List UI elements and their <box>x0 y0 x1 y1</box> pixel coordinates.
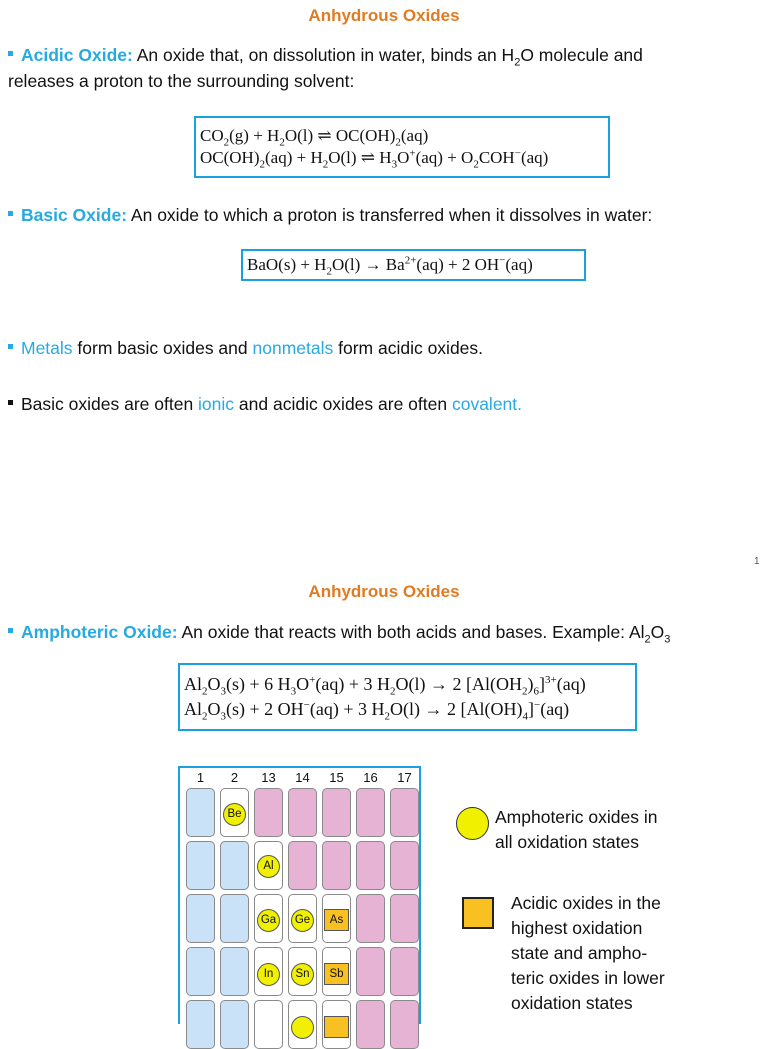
element-be: Be <box>223 803 246 826</box>
table-cell <box>186 788 215 837</box>
table-cell <box>220 947 249 996</box>
amphoteric-equation-box <box>178 663 637 731</box>
covalent-word: covalent. <box>451 394 523 414</box>
group-header: 2 <box>230 770 239 785</box>
table-cell <box>254 1000 283 1049</box>
legend-circle-icon <box>456 807 489 840</box>
metals-word: Metals <box>21 338 73 358</box>
basic-oxide-term: Basic Oxide: <box>21 205 128 225</box>
element-marker-partial <box>291 1016 314 1039</box>
group-header: 17 <box>397 770 412 785</box>
amphoteric-oxide-term: Amphoteric Oxide: <box>21 622 178 642</box>
bullet-icon <box>8 400 13 405</box>
element-ge: Ge <box>291 909 314 932</box>
table-cell <box>322 841 351 890</box>
acidic-equation-2: $OC(OH)_2(aq) + H_2O(l)$ ⇌ $H_3O^+(aq) + O_2COH^-(aq)$ <box>200 147 549 171</box>
element-in: In <box>257 963 280 986</box>
group-header: 1 <box>196 770 205 785</box>
group-header: 16 <box>363 770 378 785</box>
element-sn: Sn <box>291 963 314 986</box>
basic-equation-box <box>241 249 586 281</box>
table-cell <box>288 788 317 837</box>
amphoteric-oxide-definition: Amphoteric Oxide: An oxide that reacts with both acids and bases. Example: $Al_2O_3$ <box>8 619 764 645</box>
slide2-title: Anhydrous Oxides <box>308 582 460 601</box>
basic-equation: $BaO(s) + H_2O(l) \to Ba^{2+}(aq) + 2$ OH−(aq) <box>247 254 533 278</box>
element-marker-partial <box>324 1016 349 1038</box>
table-cell <box>390 841 419 890</box>
table-cell <box>356 894 385 943</box>
table-cell <box>356 788 385 837</box>
acidic-oxide-term: Acidic Oxide: <box>21 45 133 65</box>
acidic-def-text: An oxide that, on dissolution in water, binds an H <box>132 45 515 65</box>
acidic-def-text-2: O molecule and <box>520 45 643 65</box>
slide1-title: Anhydrous Oxides <box>308 6 460 25</box>
element-sb: Sb <box>324 963 349 985</box>
group-header: 13 <box>261 770 276 785</box>
table-cell <box>390 1000 419 1049</box>
table-cell <box>220 894 249 943</box>
legend-square-text: Acidic oxides in the highest oxidation state and ampho- teric oxides in lower oxidation states <box>511 893 665 1013</box>
table-cell <box>220 1000 249 1049</box>
ionic-word: ionic <box>198 394 235 414</box>
metals-statement: Metals form basic oxides and nonmetals form acidic oxides. <box>8 335 764 361</box>
table-cell <box>356 1000 385 1049</box>
bullet-icon <box>8 211 13 216</box>
bullet-icon <box>8 628 13 633</box>
legend-square-icon <box>462 897 494 929</box>
table-cell <box>186 947 215 996</box>
nonmetals-word: nonmetals <box>252 338 334 358</box>
table-cell <box>390 947 419 996</box>
acidic-equation-1: $CO_2(g) + H_2O(l)$ ⇌ $OC(OH)_2(aq)$ <box>200 126 429 149</box>
periodic-table-fragment <box>178 766 421 1024</box>
element-al: Al <box>257 855 280 878</box>
legend-circle-text: Amphoteric oxides in all oxidation states <box>495 807 658 852</box>
table-cell <box>356 841 385 890</box>
basic-def-text: An oxide to which a proton is transferred when it dissolves in water: <box>127 205 653 225</box>
table-cell <box>186 841 215 890</box>
table-cell <box>322 788 351 837</box>
bullet-icon <box>8 51 13 56</box>
table-cell <box>390 788 419 837</box>
group-header: 14 <box>295 770 310 785</box>
group-header: 15 <box>329 770 344 785</box>
amphoteric-equation-2: $Al_2O_3(s) + 2$ OH−(aq) + 3 $H_2O(l) \to 2$ $[Al(OH)_4]^-(aq)$ <box>184 699 570 723</box>
table-cell <box>186 1000 215 1049</box>
acidic-oxide-definition <box>8 42 764 94</box>
subscript: 2 <box>514 56 521 69</box>
acidic-equation-box <box>194 116 610 178</box>
acidic-def-line2: releases a proton to the surrounding solvent: <box>8 71 355 91</box>
amphoteric-equation-1: $Al_2O_3(s) + 6$ $H_3O^+(aq) + 3$ $H_2O(l) \to 2$ $[Al(OH_2)_6]^{3+}(aq)$ <box>184 674 586 698</box>
element-as: As <box>324 909 349 931</box>
table-cell <box>220 841 249 890</box>
basic-oxide-definition <box>8 202 764 228</box>
page-number: 1 <box>754 556 760 567</box>
table-cell <box>186 894 215 943</box>
table-cell <box>254 788 283 837</box>
ionic-statement: Basic oxides are often ionic and acidic oxides are often covalent. <box>8 391 764 417</box>
table-cell <box>356 947 385 996</box>
bullet-icon <box>8 344 13 349</box>
table-cell <box>390 894 419 943</box>
element-ga: Ga <box>257 909 280 932</box>
table-cell <box>288 841 317 890</box>
